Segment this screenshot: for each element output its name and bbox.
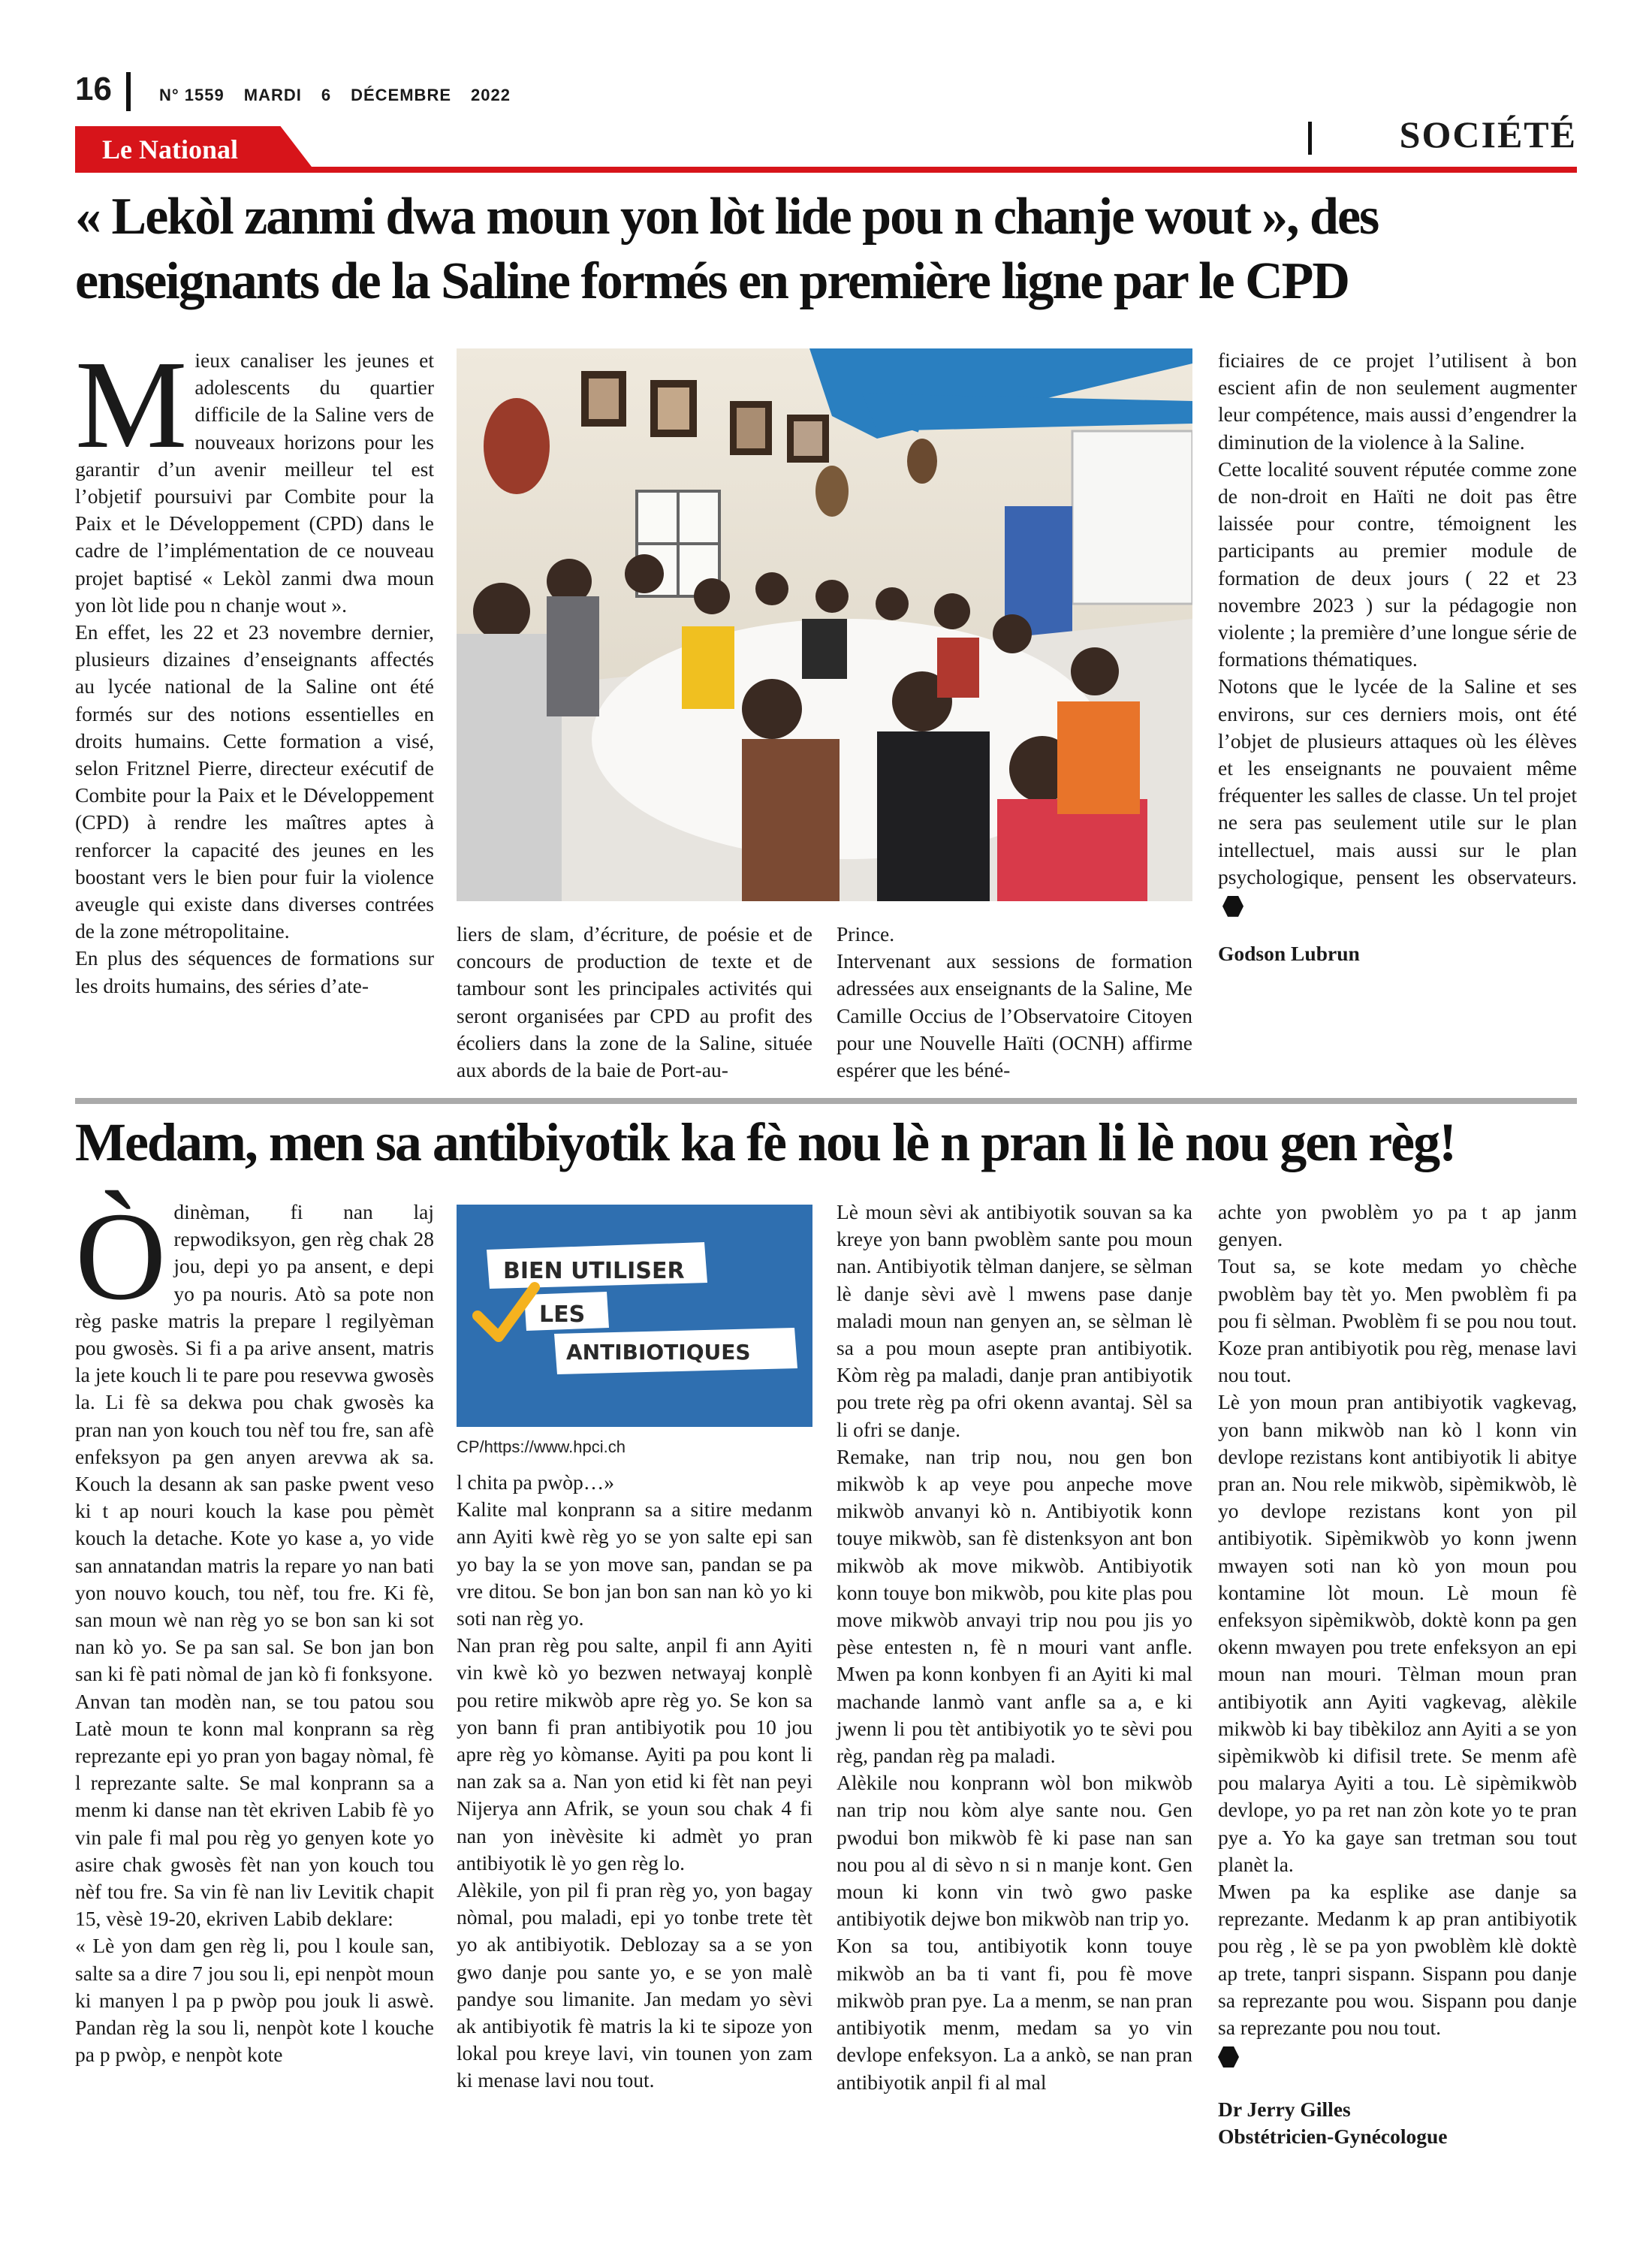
paragraph [1218, 673, 1577, 918]
paragraph: Alèkile, yon pil fi pran règ yo, yon bagay nòmal, pou maladi, epi yo tonbe trete tèt yo ak antibiyotik. Deblozay sa a se yon gwo danje pou sante yo, e se yon malè pandye sou limanite. Jan medam yo sèvi ak antibiyotik fè matris la ki te sipoze yon lokal pou kreye lavi, vin tounen yon zam ki menase lavi nou tout. [457, 1878, 812, 2092]
paragraph: Alèkile nou konprann wòl bon mikwòb nan trip nou kòm alye sante nou. Gen pwodui bon mikwòb fè ki pase nan san nou pou al di sèvo n si n manje kont. Gen moun ki konn vin twò gwo paske antibiyotik dejwe bon mikwòb nan trip yo. [837, 1771, 1192, 1931]
paragraph: Lè yon moun pran antibiyotik vagkevag, yon bann mikwòb nan kò l konn vin devlope rezistans kont antibiyotik li abitye pran an. Nou rele mikwòb, sipèmikwòb, lè yo devlope rezistans kont yon pil antibiyotik. Sipèmikwòb yo konn jwenn mwayen soti nan kò yon moun pou kontamine lòt moun. Lè moun fè enfeksyon sipèmikwòb, doktè konn pa gen okenn mwayen pou trete enfeksyon an epi moun nan mouri. Tèlman moun pran antibiyotik ann Ayiti vagkevag, alèkile mikwòb ki bay tibèkiloz ann Ayiti a se yon sipèmikwòb ki difisil trete. Se menm afè pou malarya Ayiti a tou. Lè sipèmikwòb devlope, yo pa ret nan zòn kote yo te pran pye a. Yo ka gaye san tretman sou tout planèt la. [1218, 1390, 1577, 1876]
end-mark [1218, 2041, 1577, 2068]
paragraph: ficiaires de ce projet l’utilisent à bon escient afin de non seulement augmenter leur compétence, mais aussi d’engendrer la diminution de la violence à la Saline. [1218, 348, 1577, 454]
paragraph: Lè moun sèvi ak antibiyotik souvan sa ka kreye yon bann pwoblèm sante pou moun nan. Antibiyotik tèlman danjere, se sèlman lè danje sèvi avè l mwens pase danje maladi moun nan genyen an, se sèlman lè sa a pou moun asepte pran antibiyotik. Kòm règ pa maladi, danje pran antibiyotik pou trete règ pa ofri okenn avantaj. Sèl sa li ofri se danje. [837, 1200, 1192, 1441]
antibiotics-illustration [457, 1205, 812, 1427]
article2-author-title: Obstétricien-Gynécologue [1218, 2124, 1448, 2148]
issue-month: DÉCEMBRE [351, 86, 452, 104]
paragraph: Prince. [837, 922, 895, 946]
issue-info [159, 86, 530, 105]
article-divider [75, 1098, 1577, 1104]
article1-column-3 [837, 921, 1192, 1084]
article2-dropcap: Ò [75, 1187, 167, 1326]
paragraph: Anvan tan modèn nan, se tou patou sou Latè moun te konn mal konprann sa règ reprezante epi yo pran yon bagay nòmal, fè l reprezante salte. Se mal konprann sa a menm ki danse nan tèt ekriven Labib fè yo vin pale fi mal pou règ yo genyen kote yo asire chak gwosès fèt nan yon kouch tou nèf tou fre. Sa vin fè nan liv Levitik chapit 15, vèsè 19-20, ekriven Labib deklare: [75, 1689, 434, 1931]
paragraph: Remake, nan trip nou, nou gen bon mikwòb k ap veye pou anpeche move mikwòb anvanyi kò n. Antibiyotik konn touye mikwòb, san fè distenksyon ant bon mikwòb ak move mikwòb. Antibiyotik konn touye bon mikwòb, pou kite plas pou move mikwòb anvayi trip nou pou jis yo pèse entesten n, fè n mouri vant anfle. Mwen pa konn konbyen fi an Ayiti ki mal machande lanmò vant anfle sa a, e ki jwenn li pou tèt antibiyotik yo te sèvi pou règ, pandan règ pa maladi. [837, 1444, 1192, 1768]
paragraph: Cette localité souvent réputée comme zone de non-droit en Haïti ne doit pas être laissée pour contre, témoignent les participants au premier module de formation de deux jours ( 22 et 23 novembre 2023 ) sur la pédagogie non violente ; la première d’une longue série de formations thématiques. [1218, 457, 1577, 671]
paragraph: Nan pran règ pou salte, anpil fi ann Ayiti vin kwè kò yo bezwen netwayaj konplè pou retire mikwòb apre règ yo. Se kon sa yon bann fi pran antibiyotik pou 10 jou apre règ yo kòmanse. Ayiti pa pou kont li nan zak sa a. Nan yon etid ki fèt nan peyi Nijerya ann Afrik, se youn sou chak 4 fi nan yon inèvèsite ki admèt yo pran antibiyotik lè yo gen règ lo. [457, 1633, 812, 1874]
article2-headline: Medam, men sa antibiyotik ka fè nou lè n pran li lè nou gen règ! [75, 1112, 1456, 1172]
article2-column-2 [457, 1469, 812, 2095]
paragraph: achte yon pwoblèm yo pa t ap janm genyen. [1218, 1200, 1577, 1251]
article2-author: Dr Jerry Gilles [1218, 2097, 1351, 2121]
article1-column-2 [457, 921, 812, 1084]
antibiotics-graphic [457, 1205, 812, 1427]
paragraph: Intervenant aux sessions de formation adressées aux enseignants de la Saline, Me Camille Occius de l’Observatoire Citoyen pour une Nouvelle Haïti (OCNH) affirme espérer que les béné- [837, 949, 1192, 1082]
article2-column-3 [837, 1199, 1192, 2096]
ad-line-2: LES [539, 1301, 586, 1328]
article1-author: Godson Lubrun [1218, 942, 1360, 966]
ad-line-3: ANTIBIOTIQUES [566, 1340, 751, 1365]
paragraph: « Lè yon dam gen règ li, pou l koule san, salte sa a dire 7 jou sou li, epi nenpòt moun ki manyen l pa p pwòp pou jouk li aswè. Pandan règ la sou li, nenpòt kote l kouche pa p pwòp, e nenpòt kote [75, 1934, 434, 2067]
issue-number: N° 1559 [159, 86, 225, 104]
paragraph: Kon sa tou, antibiyotik konn touye mikwòb an ba ti vant fi, pou fè move mikwòb pran pye. La a menm, se nan pran antibiyotik menm, medam sa yo vin devlope enfeksyon. La a ankò, se nan pran antibiyotik anpil fi al mal [837, 1934, 1192, 2094]
section-name: SOCIÉTÉ [1399, 113, 1577, 155]
paragraph: dinèman, fi nan laj repwodiksyon, gen règ chak 28 jou, depi yo pa ansent, e depi yo pa nouris. Atò sa pote non règ paske matris la prepare l regilyèman pou gwosès. Si fi a pa arive ansent, matris la jete kouch li te pare pou resevwa gwosès la. Li fè sa dekwa pou chak gwosès ka pran nan yon kouch tou nèf tou fre, san afè enfeksyon pa gen anyen arevwa ak sa. Kouch la desann ak san paske pwent veso ki t ap nouri kouch la kase pou pèmèt kouch la detache. Kote yo kase a, yo vide san annatandan matris la repare yo nan bati yon nouvo kouch, tou nèf, tou fre. Ki fè, san moun wè nan règ yo se bon san ki sot nan kò yo. Se pa san sal. Se bon jan bon san ki fè pati nòmal de jan kò fi fonksyone. [75, 1200, 434, 1686]
paragraph: Tout sa, se kote medam yo chèche pwoblèm bay tèt yo. Men pwoblèm fi pa pou fi sèlman. Pwoblèm fi se pou nou tout. Koze pran antibiyotik pou règ, menase lavi nou tout. [1218, 1254, 1577, 1387]
paragraph: liers de slam, d’écriture, de poésie et de concours de production de texte et de tambour sont les principales activités qui seront organisées par CPD au profit des écoliers dans la zone de la Saline, située aux abords de la baie de Port-au- [457, 922, 812, 1082]
paragraph: En plus des séquences de formations sur les droits humains, des séries d’ate- [75, 946, 434, 997]
end-of-article-icon [1222, 896, 1244, 917]
article1-column-4 [1218, 347, 1577, 967]
paragraph: Kalite mal konprann sa a sitire medanm ann Ayiti kwè règ yo se yon salte epi san yo bay la se yon move san, pandan se pa vre ditou. Se bon jan bon san nan kò yo ki soti nan règ yo. [457, 1497, 812, 1630]
header-divider [126, 72, 131, 111]
classroom-photo [457, 348, 1192, 901]
header-rule [75, 167, 1577, 173]
paragraph: ieux canaliser les jeunes et adolescents du quartier difficile de la Saline vers de nouveaux horizons pour les garantir d’un avenir meilleur tel est l’objetif poursuivi par Combite pour la Paix et le Développement (CPD) dans le cadre de l’implémentation de ce nouveau projet baptisé « Lekòl zanmi dwa moun yon lòt lide pou n chanje wout ». [75, 348, 434, 617]
publication-name: Le National [102, 134, 239, 164]
article2-column-1 [75, 1187, 434, 2069]
paragraph: En effet, les 22 et 23 novembre dernier, plusieurs dizaines d’enseignants affectés au lycée national de la Saline ont été formés sur des notions essentielles en droits humains. Cette formation a visé, selon Fritznel Pierre, directeur exécutif de Combite pour la Paix et le Développement (CPD) à rendre les maîtres aptes à renforcer la capacité des jeunes en les boostant vers le bien pour fuir la violence aveugle qui existe dans diverses contrées de la zone métropolitaine. [75, 620, 434, 943]
page-number: 16 [75, 71, 112, 107]
section-separator [1308, 122, 1312, 155]
paragraph: l chita pa pwòp…» [457, 1470, 615, 1494]
article2-column-4 [1218, 1199, 1577, 2150]
paragraph-text: Notons que le lycée de la Saline et ses environs, sur ces derniers mois, ont été l’objet de plusieurs attaques où les élèves et les enseignants ne pouvaient même fréquenter les salles de classe. Un tel projet ne sera pas seulement utile sur le plan intellectuel, mais aussi sur le plan psychologique, pensent les observateurs. [1218, 674, 1577, 888]
article1-column-1 [75, 335, 434, 1000]
article1-dropcap: M [75, 335, 188, 475]
end-of-article-icon [1218, 2046, 1239, 2068]
issue-date: 6 [321, 86, 332, 104]
article1-photo [457, 348, 1192, 901]
paragraph: Mwen pa ka esplike ase danje sa reprezante. Medanm k ap pran antibiyotik pou règ , lè se pa yon pwoblèm klè doktè ap trete, tanpri sispann. Sispann pou danje sa reprezante pou wou. Sispann pou danje sa reprezante pou nou tout. [1218, 1880, 1577, 2040]
image-credit: CP/https://www.hpci.ch [457, 1437, 626, 1456]
issue-day: MARDI [243, 86, 302, 104]
issue-year: 2022 [471, 86, 511, 104]
ad-line-1: BIEN UTILISER [503, 1258, 685, 1284]
article1-headline: « Lekòl zanmi dwa moun yon lòt lide pou n chanje wout », des enseignants de la Saline formés en première ligne par le CPD [75, 188, 1379, 310]
